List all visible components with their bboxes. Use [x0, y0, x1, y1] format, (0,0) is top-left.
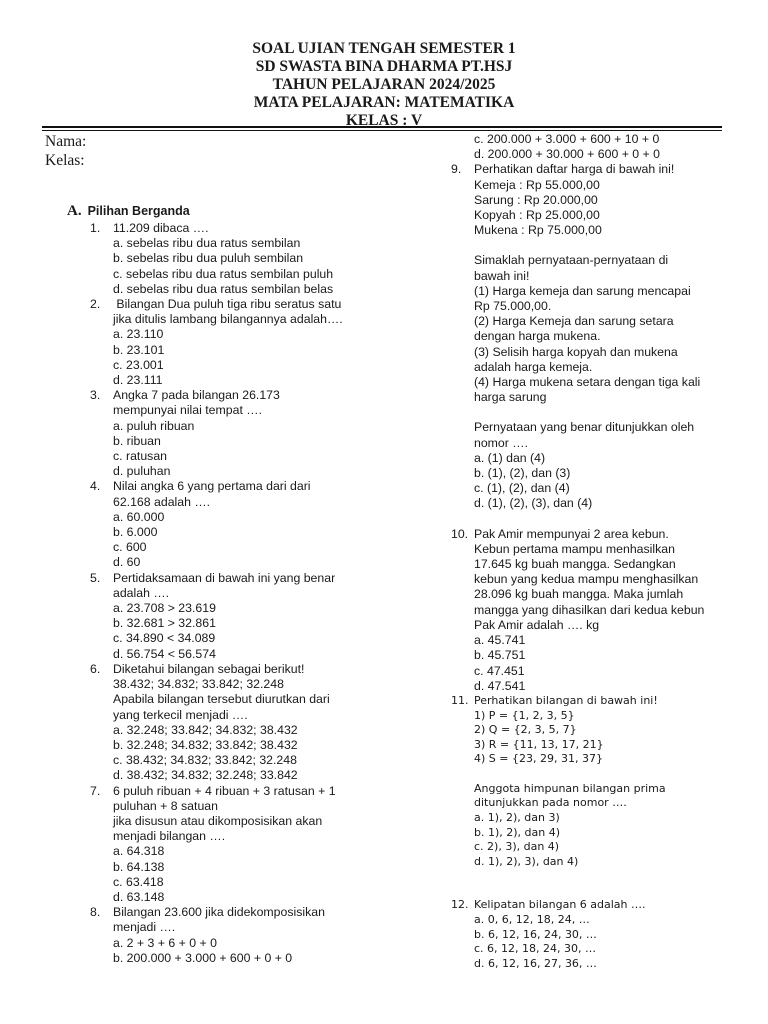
option-a: a. 2 + 3 + 6 + 0 + 0	[113, 935, 217, 950]
exam-header	[0, 40, 768, 130]
option-d: d. 23.111	[113, 373, 163, 388]
option-b: b. 6, 12, 16, 24, 30, …	[474, 927, 597, 941]
question-prompt: ditunjukkan pada nomor ….	[474, 796, 627, 810]
statement-text: (1) Harga kemeja dan sarung mencapai	[474, 283, 691, 298]
question-9	[451, 162, 731, 511]
question-10	[451, 527, 731, 694]
question-12	[451, 898, 731, 971]
option-d: d. 47.541	[474, 678, 526, 693]
question-number: 12.	[451, 898, 469, 912]
question-number: 2.	[90, 297, 101, 312]
option-d: d. 38.432; 34.832; 32.248; 33.842	[113, 768, 298, 783]
option-b: b. 45.751	[474, 648, 526, 663]
option-a: a. 45.741	[474, 633, 526, 648]
question-number: 7.	[90, 783, 101, 798]
question-stem: jika disusun atau dikomposisikan akan	[113, 813, 323, 828]
option-d: d. (1), (2), (3), dan (4)	[474, 496, 593, 511]
header-divider-thin	[42, 130, 722, 131]
question-stem: Diketahui bilangan sebagai berikut!	[113, 661, 305, 676]
statement-text: (4) Harga mukena setara dengan tiga kali	[474, 375, 701, 390]
option-d: d. sebelas ribu dua ratus sembilan belas	[113, 281, 334, 296]
question-number: 11.	[451, 693, 469, 707]
option-a: a. puluh ribuan	[113, 418, 195, 433]
spacer	[474, 238, 731, 253]
option-a: a. 0, 6, 12, 18, 24, …	[474, 913, 590, 927]
statement-text: adalah harga kemeja.	[474, 359, 593, 374]
option-a: a. (1) dan (4)	[474, 450, 546, 465]
statement-text: Simaklah pernyataan-pernyataan di	[474, 253, 669, 268]
option-d: d. 60	[113, 555, 141, 570]
option-c: c. 47.451	[474, 663, 525, 678]
option-a: a. 23.110	[113, 327, 164, 342]
spacer	[451, 512, 731, 527]
set-item: 4) S = {23, 29, 31, 37}	[474, 752, 603, 766]
question-stem: adalah ….	[113, 585, 170, 600]
option-a: a. 60.000	[113, 509, 165, 524]
question-number: 1.	[90, 221, 101, 235]
option-b: b. sebelas ribu dua puluh sembilan	[113, 251, 304, 266]
statement-text: (3) Selisih harga kopyah dan mukena	[474, 344, 678, 359]
question-number: 3.	[90, 388, 101, 403]
option-d: d. 56.754 < 56.574	[113, 646, 216, 661]
set-item: 2) Q = {2, 3, 5, 7}	[474, 723, 577, 737]
question-number: 4.	[90, 479, 101, 494]
name-label: Nama:	[45, 133, 87, 150]
question-8-continued	[451, 132, 731, 162]
price-item: Kopyah : Rp 25.000,00	[474, 208, 600, 223]
section-letter: A.	[67, 203, 82, 219]
option-a: a. 32.248; 33.842; 34.832; 38.432	[113, 722, 298, 737]
question-stem: menjadi bilangan ….	[113, 829, 226, 844]
question-number: 10.	[451, 526, 469, 541]
option-c: c. sebelas ribu dua ratus sembilan puluh	[113, 266, 334, 281]
question-stem: Bilangan Dua puluh tiga ribu seratus satu	[113, 297, 342, 312]
question-stem: 11.209 dibaca ….	[113, 221, 209, 235]
option-c: c. 600	[113, 540, 147, 555]
statement-text: (2) Harga Kemeja dan sarung setara	[474, 314, 674, 329]
question-number: 6.	[90, 661, 101, 676]
question-3	[90, 388, 380, 479]
question-prompt: Pernyataan yang benar ditunjukkan oleh	[474, 420, 695, 435]
option-d: d. 1), 2), 3), dan 4)	[474, 854, 579, 868]
question-number: 8.	[90, 905, 101, 920]
question-stem: Perhatikan bilangan di bawah ini!	[474, 693, 658, 707]
statement-text: bawah ini!	[474, 268, 530, 283]
question-stem: Kelipatan bilangan 6 adalah ….	[474, 898, 646, 912]
question-stem: Pak Amir adalah …. kg	[474, 617, 600, 632]
question-stem: Pertidaksamaan di bawah ini yang benar	[113, 570, 336, 585]
question-stem: mangga yang dihasilkan dari kedua kebun	[474, 602, 705, 617]
question-number: 5.	[90, 570, 101, 585]
header-line-1: SOAL UJIAN TENGAH SEMESTER 1	[252, 40, 516, 57]
option-c: c. 23.001	[113, 357, 164, 372]
class-label: Kelas:	[45, 152, 85, 169]
option-b: b. (1), (2), dan (3)	[474, 466, 571, 481]
header-line-5: KELAS : V	[345, 112, 423, 129]
option-c: c. 34.890 < 34.089	[113, 631, 216, 646]
question-stem: Kebun pertama mampu menhasilkan	[474, 541, 675, 556]
option-b: b. 64.138	[113, 859, 165, 874]
option-a: a. 1), 2), dan 3)	[474, 811, 560, 825]
question-5	[90, 571, 380, 662]
question-2	[90, 297, 380, 388]
price-item: Mukena : Rp 75.000,00	[474, 223, 602, 238]
set-item: 3) R = {11, 13, 17, 21}	[474, 737, 604, 751]
header-divider-thick	[42, 126, 722, 128]
question-stem: 62.168 adalah ….	[113, 494, 211, 509]
question-8	[90, 905, 380, 966]
section-title: Pilihan Berganda	[87, 204, 190, 218]
question-stem: 6 puluh ribuan + 4 ribuan + 3 ratusan + 1	[113, 783, 336, 798]
question-stem: Apabila bilangan tersebut diurutkan dari	[113, 692, 330, 707]
question-11	[451, 694, 731, 870]
option-d: d. 63.148	[113, 889, 165, 904]
option-b: b. 23.101	[113, 342, 165, 357]
question-prompt: Anggota himpunan bilangan prima	[474, 781, 666, 795]
question-prompt: nomor ….	[474, 435, 528, 450]
option-c: c. (1), (2), dan (4)	[474, 481, 570, 496]
question-stem: Bilangan 23.600 jika didekomposisikan	[113, 905, 325, 920]
option-b: b. 32.248; 34.832; 33.842; 38.432	[113, 737, 298, 752]
set-item: 1) P = {1, 2, 3, 5}	[474, 708, 575, 722]
section-heading	[67, 203, 190, 220]
question-stem: jika ditulis lambang bilangannya adalah….	[113, 312, 343, 327]
option-d: d. 200.000 + 30.000 + 600 + 0 + 0	[474, 147, 660, 162]
question-stem: Nilai angka 6 yang pertama dari dari	[113, 479, 311, 494]
option-c: c. 38.432; 34.832; 33.842; 32.248	[113, 753, 297, 768]
question-stem: menjadi ….	[113, 920, 176, 935]
question-stem: 17.645 kg buah mangga. Sedangkan	[474, 557, 676, 572]
option-c: c. 2), 3), dan 4)	[474, 840, 560, 854]
question-stem: kebun yang kedua mampu menghasilkan	[474, 572, 699, 587]
header-line-3: TAHUN PELAJARAN 2024/2025	[272, 76, 496, 93]
question-stem: Angka 7 pada bilangan 26.173	[113, 388, 280, 403]
option-b: b. 32.681 > 32.861	[113, 616, 216, 631]
price-item: Kemeja : Rp 55.000,00	[474, 177, 600, 192]
option-b: b. 200.000 + 3.000 + 600 + 0 + 0	[113, 950, 293, 965]
question-stem: puluhan + 8 satuan	[113, 798, 218, 813]
header-line-4: MATA PELAJARAN: MATEMATIKA	[253, 94, 515, 111]
statement-text: harga sarung	[474, 390, 547, 405]
statement-text: dengan harga mukena.	[474, 329, 601, 344]
right-column	[451, 132, 731, 971]
header-line-2: SD SWASTA BINA DHARMA PT.HSJ	[255, 58, 513, 75]
option-a: a. 23.708 > 23.619	[113, 601, 216, 616]
question-7	[90, 784, 380, 906]
option-b: b. ribuan	[113, 433, 161, 448]
option-d: d. 6, 12, 16, 27, 36, …	[474, 956, 597, 970]
question-6	[90, 662, 380, 784]
option-b: b. 6.000	[113, 525, 158, 540]
left-column	[90, 221, 380, 966]
statement-text: Rp 75.000,00.	[474, 299, 552, 314]
question-1	[90, 221, 380, 297]
question-stem: 38.432; 34.832; 33.842; 32.248	[113, 677, 284, 692]
price-item: Sarung : Rp 20.000,00	[474, 192, 598, 207]
option-c: c. 6, 12, 18, 24, 30, …	[474, 942, 596, 956]
question-stem: 28.096 kg buah mangga. Maka jumlah	[474, 587, 684, 602]
option-a: a. sebelas ribu dua ratus sembilan	[113, 236, 301, 251]
spacer	[474, 767, 731, 782]
option-c: c. 63.418	[113, 874, 164, 889]
question-4	[90, 479, 380, 570]
question-stem: Pak Amir mempunyai 2 area kebun.	[474, 526, 669, 541]
option-d: d. puluhan	[113, 464, 171, 479]
spacer	[451, 869, 731, 898]
option-a: a. 64.318	[113, 844, 165, 859]
question-stem: mempunyai nilai tempat ….	[113, 403, 262, 418]
option-b: b. 1), 2), dan 4)	[474, 825, 561, 839]
question-stem: yang terkecil menjadi ….	[113, 707, 248, 722]
option-c: c. 200.000 + 3.000 + 600 + 10 + 0	[474, 132, 660, 146]
question-stem: Perhatikan daftar harga di bawah ini!	[474, 162, 675, 177]
spacer	[474, 405, 731, 420]
option-c: c. ratusan	[113, 449, 167, 464]
question-number: 9.	[451, 162, 462, 177]
